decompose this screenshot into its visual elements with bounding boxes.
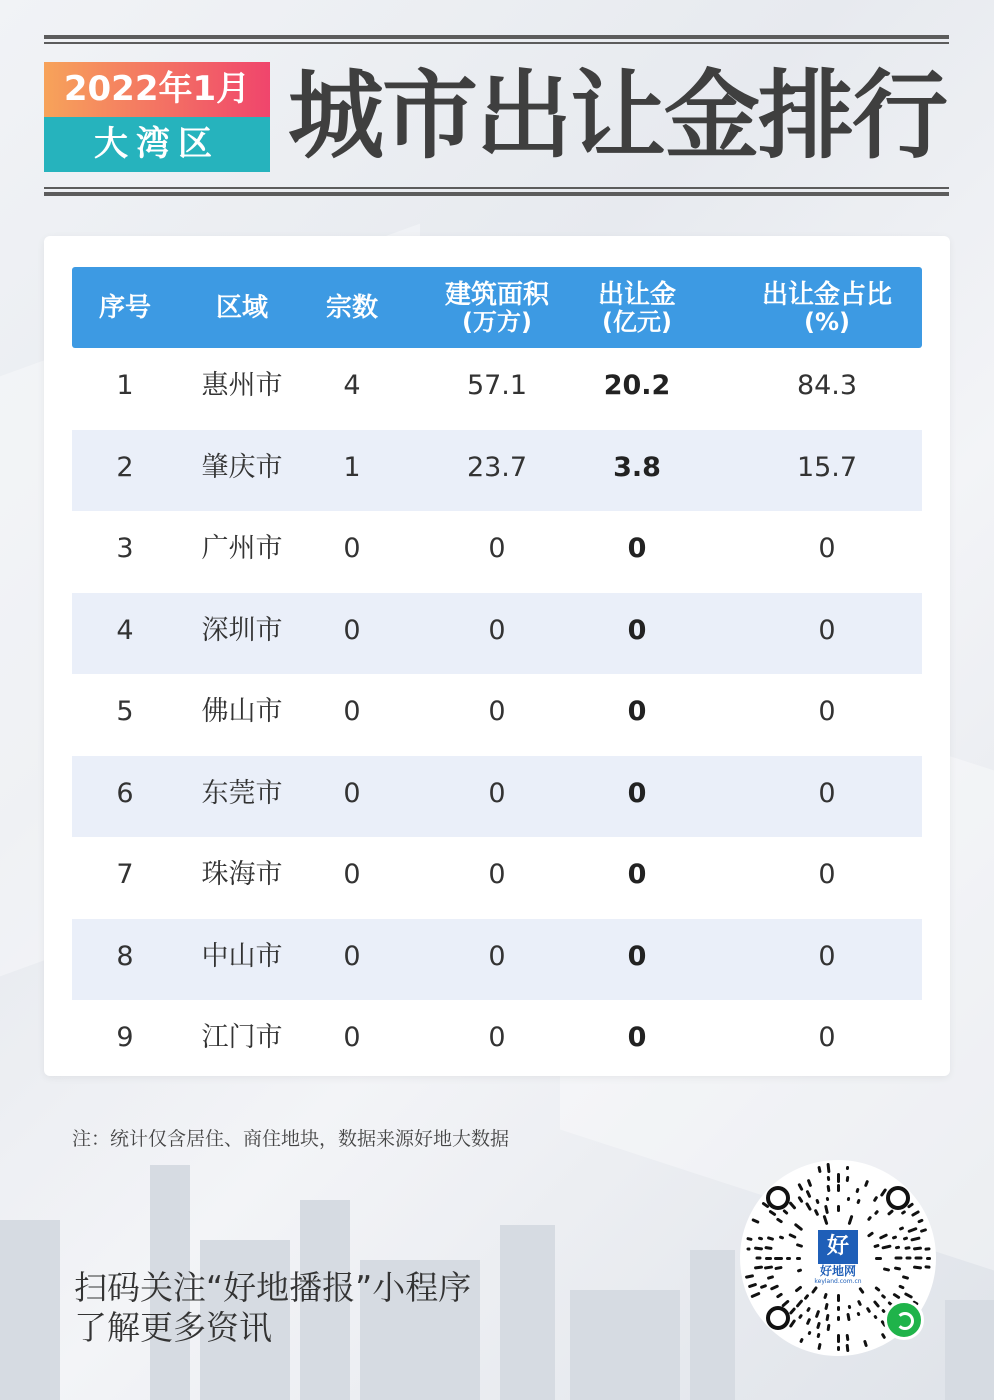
qr-dot: [754, 1246, 763, 1250]
qr-dot: [873, 1243, 880, 1248]
qr-dot: [786, 1257, 791, 1260]
qr-dot: [804, 1201, 811, 1210]
column-header: [422, 267, 572, 348]
qr-brand-name: 好地网: [819, 1264, 856, 1278]
table-cell: 3.8: [613, 451, 661, 483]
qr-dot: [795, 1286, 803, 1293]
qr-dot: [789, 1319, 797, 1328]
badge-year: 2022年1月: [44, 62, 270, 117]
skyline-building: [0, 1220, 60, 1400]
table-header: [72, 267, 922, 348]
qr-dot: [796, 1257, 801, 1260]
table-cell: 20.2: [603, 370, 671, 401]
qr-dot: [795, 1300, 803, 1309]
table-cell: 0: [488, 533, 506, 564]
table-cell: 4: [116, 614, 134, 646]
column-header-label: 出让金: [597, 279, 676, 310]
skyline-building: [945, 1300, 994, 1400]
skyline-building: [690, 1250, 735, 1400]
qr-dot: [901, 1275, 909, 1280]
column-header: [732, 267, 922, 348]
keyland-logo-icon: 好: [818, 1230, 858, 1264]
qr-dot: [924, 1266, 930, 1270]
qr-dot: [894, 1246, 899, 1250]
qr-dot: [837, 1184, 840, 1192]
qr-dot: [914, 1257, 922, 1260]
qr-finder-ring: [766, 1306, 790, 1330]
qr-dot: [827, 1163, 831, 1173]
qr-dot: [881, 1294, 887, 1300]
table-cell: 0: [488, 777, 506, 809]
qr-dot: [745, 1274, 754, 1279]
qr-dot: [883, 1267, 890, 1271]
table-cell: 23.7: [466, 451, 528, 483]
qr-dot: [775, 1217, 783, 1223]
table-cell: 7: [116, 859, 134, 890]
table-cell: 深圳市: [201, 614, 283, 646]
table-cell: 0: [818, 614, 836, 646]
table-cell: 15.7: [796, 451, 858, 483]
qr-dot: [767, 1236, 775, 1241]
date-region-badge: [44, 62, 270, 172]
qr-dot: [837, 1334, 840, 1343]
skyline-building: [570, 1290, 680, 1400]
table-cell: 0: [627, 696, 647, 727]
table-cell: 0: [343, 533, 361, 564]
qr-dot: [846, 1313, 850, 1321]
qr-dot: [817, 1333, 821, 1339]
qr-dot: [894, 1257, 902, 1260]
qr-dot: [913, 1266, 922, 1270]
qr-dot: [873, 1196, 879, 1203]
qr-dot: [902, 1236, 908, 1240]
qr-dot: [846, 1175, 850, 1181]
qr-dot: [857, 1300, 862, 1307]
table-cell: 珠海市: [201, 859, 283, 890]
qr-dot: [826, 1197, 830, 1201]
qr-dot: [910, 1236, 920, 1241]
qr-dot: [826, 1185, 830, 1192]
qr-dot: [804, 1294, 810, 1301]
qr-dot: [905, 1257, 911, 1260]
table-cell: 0: [818, 940, 836, 972]
qr-dot: [856, 1199, 861, 1205]
qr-dot: [815, 1199, 820, 1205]
qr-dot: [775, 1293, 783, 1299]
table-row: [72, 837, 922, 918]
table-cell: 3: [116, 533, 134, 564]
table-row: [72, 919, 922, 1000]
qr-dot: [920, 1228, 928, 1233]
qr-dot: [825, 1313, 829, 1320]
qr-dot: [755, 1257, 761, 1260]
qr-dot: [789, 1233, 798, 1239]
qr-dot: [856, 1188, 860, 1194]
table-cell: 5: [116, 696, 134, 727]
table-cell: 0: [488, 614, 506, 646]
qr-dot: [924, 1247, 930, 1251]
qr-dot: [858, 1287, 865, 1294]
qr-dot: [767, 1275, 775, 1280]
qr-dot: [874, 1314, 879, 1319]
qr-dot: [917, 1219, 924, 1224]
qr-dot: [794, 1223, 804, 1232]
column-header-unit: (万方): [462, 307, 532, 336]
table-cell: 2: [116, 451, 134, 483]
column-header-label: 建筑面积: [444, 279, 549, 310]
table-cell: 中山市: [201, 940, 283, 972]
qr-dot: [878, 1233, 887, 1240]
qr-dot: [887, 1209, 894, 1216]
table-cell: 0: [627, 1022, 647, 1053]
cta-line-2: 了解更多资讯: [74, 1308, 272, 1347]
table-cell: 84.3: [796, 370, 858, 401]
qr-center-logo: [803, 1223, 873, 1293]
ranking-table-card: [44, 236, 950, 1076]
qr-dot: [752, 1218, 761, 1224]
data-source-note: 注：统计仅含居住、商住地块，数据来源好地大数据: [72, 1128, 510, 1150]
mini-program-icon: [884, 1300, 924, 1340]
table-cell: 0: [818, 1022, 836, 1053]
table-row: [72, 674, 922, 755]
qr-finder-ring: [766, 1186, 790, 1210]
qr-dot: [882, 1244, 892, 1249]
column-header-unit: (%): [804, 307, 850, 336]
table-cell: 0: [343, 940, 361, 972]
skyline-building: [500, 1225, 555, 1400]
qr-dot: [837, 1205, 840, 1212]
cta-line-1: 扫码关注“好地播报”小程序: [74, 1268, 472, 1307]
qr-dot: [875, 1257, 882, 1260]
table-cell: 0: [488, 696, 506, 727]
qr-dot: [813, 1209, 819, 1217]
table-cell: 0: [627, 940, 647, 972]
table-cell: 0: [818, 533, 836, 564]
qr-dot: [746, 1247, 750, 1250]
column-header-unit: (亿元): [602, 307, 672, 336]
qr-dot: [867, 1231, 874, 1238]
qr-dot: [768, 1209, 776, 1216]
table-cell: 0: [343, 777, 361, 809]
qr-dot: [874, 1209, 880, 1215]
qr-dot: [847, 1197, 851, 1201]
qr-dot: [811, 1286, 818, 1294]
table-cell: 0: [343, 696, 361, 727]
table-cell: 4: [343, 370, 361, 401]
column-header-label: 区域: [215, 292, 268, 323]
table-cell: 0: [343, 614, 361, 646]
qr-dot: [817, 1166, 821, 1173]
column-header: [572, 267, 702, 348]
qr-dot: [806, 1190, 812, 1199]
table-cell: 57.1: [466, 370, 528, 401]
qr-dot: [911, 1209, 920, 1216]
qr-dot: [847, 1215, 853, 1225]
column-header: [312, 267, 392, 348]
qr-brand-url: keyland.com.cn: [814, 1278, 862, 1285]
qr-dot: [782, 1209, 788, 1215]
qr-dot: [798, 1183, 804, 1191]
table-row: [72, 511, 922, 592]
header-rule-bottom-thin: [44, 187, 949, 189]
qr-dot: [893, 1266, 900, 1270]
header-rule-bottom: [44, 192, 949, 196]
table-cell: 0: [488, 859, 506, 890]
qr-dot: [775, 1266, 783, 1270]
table-row: [72, 756, 922, 837]
qr-dot: [837, 1306, 840, 1311]
qr-dot: [904, 1246, 910, 1250]
qr-dot: [837, 1316, 840, 1321]
qr-dot: [747, 1237, 753, 1241]
table-row: [72, 1000, 922, 1081]
qr-dot: [807, 1179, 813, 1188]
qr-dot: [846, 1166, 849, 1170]
table-cell: 江门市: [201, 1022, 283, 1053]
qr-dot: [856, 1312, 860, 1317]
qr-dot: [913, 1246, 922, 1250]
qr-dot: [759, 1284, 767, 1289]
table-cell: 6: [116, 777, 134, 809]
qr-dot: [797, 1195, 803, 1203]
qr-dot: [846, 1334, 850, 1341]
qr-dot: [758, 1237, 764, 1241]
qr-dot: [826, 1324, 830, 1331]
table-cell: 0: [627, 614, 647, 646]
qr-dot: [770, 1284, 779, 1290]
table-cell: 0: [343, 859, 361, 890]
qr-dot: [845, 1343, 849, 1351]
column-header-label: 出让金占比: [761, 279, 892, 310]
table-cell: 0: [818, 777, 836, 809]
qr-dot: [796, 1243, 804, 1248]
table-row: [72, 348, 922, 429]
qr-dot: [797, 1268, 803, 1272]
qr-dot: [899, 1227, 905, 1232]
qr-dot: [904, 1292, 913, 1299]
table-cell: 1: [343, 451, 361, 483]
table-cell: 肇庆市: [201, 451, 283, 483]
qr-dot: [817, 1342, 821, 1349]
qr-dot: [863, 1340, 868, 1348]
qr-dot: [823, 1293, 828, 1300]
qr-dot: [825, 1303, 829, 1310]
column-header: [182, 267, 302, 348]
table-cell: 0: [627, 859, 647, 890]
qr-dot: [751, 1291, 761, 1298]
qr-dot: [892, 1235, 898, 1240]
table-cell: 0: [343, 1022, 361, 1053]
qr-dot: [799, 1337, 804, 1343]
qr-dot: [815, 1310, 821, 1319]
table-cell: 0: [488, 1022, 506, 1053]
table-cell: 0: [818, 859, 836, 890]
qr-dot: [765, 1257, 772, 1260]
column-header: [80, 267, 170, 348]
qr-dot: [847, 1304, 851, 1309]
table-cell: 0: [627, 533, 647, 564]
qr-dot: [827, 1176, 831, 1181]
table-cell: 0: [627, 777, 647, 809]
qr-dot: [748, 1283, 757, 1289]
qr-dot: [908, 1226, 918, 1232]
table-cell: 佛山市: [201, 696, 283, 727]
table-cell: 0: [818, 696, 836, 727]
qr-dot: [898, 1284, 905, 1289]
table-cell: 1: [116, 370, 134, 401]
table-cell: 惠州市: [201, 370, 283, 401]
table-cell: 8: [116, 940, 134, 972]
header-rule-top: [44, 35, 949, 39]
qr-dot: [837, 1173, 840, 1183]
column-header-label: 序号: [98, 292, 151, 323]
qr-dot: [837, 1294, 840, 1302]
badge-region: 大湾区: [44, 117, 270, 172]
qr-dot: [901, 1210, 907, 1215]
qr-dot: [865, 1307, 871, 1314]
qr-dot: [806, 1318, 812, 1326]
qr-dot: [880, 1333, 886, 1340]
qr-dot: [926, 1257, 931, 1260]
qr-dot: [798, 1314, 803, 1320]
header-rule-top-thin: [44, 42, 949, 44]
qr-finder-ring: [886, 1186, 910, 1210]
table-cell: 广州市: [201, 533, 283, 564]
qr-dot: [864, 1179, 869, 1187]
qr-dot: [837, 1346, 840, 1351]
qr-dot: [765, 1246, 773, 1250]
table-cell: 9: [116, 1022, 134, 1053]
qr-dot: [808, 1330, 812, 1335]
qr-dot: [823, 1215, 829, 1225]
qr-dot: [779, 1235, 785, 1240]
qr-dot: [866, 1216, 871, 1222]
qr-dot: [754, 1266, 763, 1270]
table-row: [72, 430, 922, 511]
qr-dot: [874, 1286, 881, 1292]
qr-dot: [764, 1266, 773, 1270]
qr-dot: [816, 1321, 821, 1329]
qr-dot: [824, 1205, 829, 1214]
qr-dot: [805, 1307, 810, 1313]
qr-dot: [873, 1300, 880, 1308]
qr-dot: [774, 1257, 783, 1260]
table-row: [72, 593, 922, 674]
column-header-label: 宗数: [325, 292, 378, 323]
table-cell: 东莞市: [201, 777, 283, 809]
qr-dot: [893, 1292, 901, 1299]
table-cell: 0: [488, 940, 506, 972]
page-title: 城市出让金排行: [288, 60, 946, 172]
